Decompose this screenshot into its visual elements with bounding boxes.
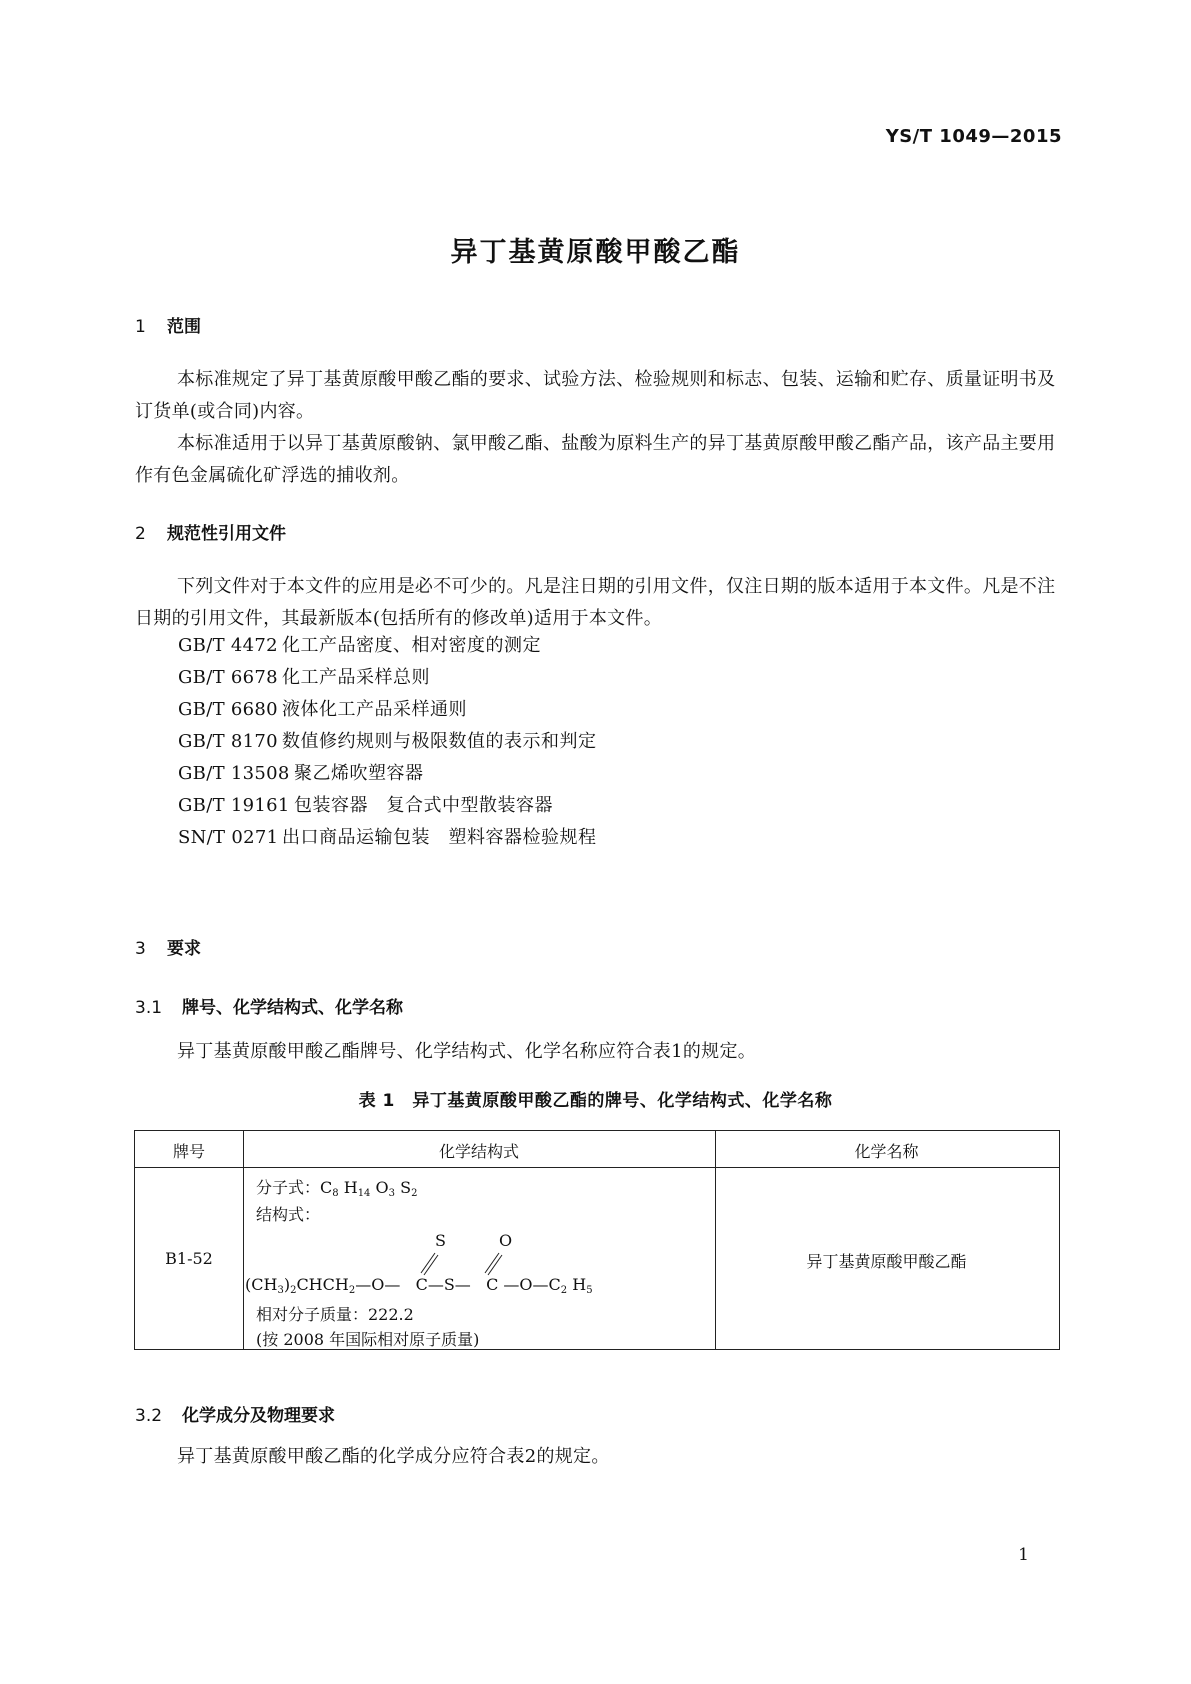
formula-s: S <box>400 1178 412 1197</box>
ref-title: 化工产品密度、相对密度的测定 <box>282 635 541 656</box>
section-3-2-heading <box>135 1401 335 1426</box>
struct-sub: 3 <box>277 1285 284 1296</box>
structural-formula <box>245 1275 593 1296</box>
section-1-heading <box>135 312 201 337</box>
formula-label: 分子式： <box>256 1178 321 1197</box>
section-3-2-text: 异丁基黄原酸甲酸乙酯的化学成分应符合表2的规定。 <box>177 1446 610 1467</box>
section-2-intro: 下列文件对于本文件的应用是必不可少的。凡是注日期的引用文件，仅注日期的版本适用于本文件。凡是不注日期的引用文件，其最新版本(包括所有的修改单)适用于本文件。 <box>135 576 1056 629</box>
ref-code: GB/T 13508 <box>178 763 290 784</box>
ref-item <box>178 727 597 753</box>
table-header-grade: 牌号 <box>172 1142 205 1161</box>
ref-item <box>178 823 597 849</box>
struct-carbon-1: C <box>415 1275 428 1294</box>
ref-code: GB/T 4472 <box>178 635 278 656</box>
section-3-heading <box>135 934 201 959</box>
section-1-paragraph-2: 本标准适用于以异丁基黄原酸钠、氯甲酸乙酯、盐酸为原料生产的异丁基黄原酸甲酸乙酯产品，该产品主要用作有色金属硫化矿浮选的捕收剂。 <box>135 433 1056 486</box>
section-number: 1 <box>135 317 146 337</box>
ref-code: GB/T 6678 <box>178 667 278 688</box>
section-title: 化学成分及物理要求 <box>182 1406 335 1426</box>
struct-part: H <box>572 1275 587 1294</box>
section-2-heading <box>135 519 286 544</box>
column-divider <box>243 1131 244 1349</box>
struct-part: —S— <box>427 1275 471 1294</box>
struct-sub: 5 <box>586 1285 593 1296</box>
ref-title: 液体化工产品采样通则 <box>282 699 467 720</box>
section-title: 牌号、化学结构式、化学名称 <box>182 998 403 1018</box>
ref-item <box>178 631 541 657</box>
chemical-name-cell: 异丁基黄原酸甲酸乙酯 <box>806 1252 967 1271</box>
ref-item <box>178 791 553 817</box>
section-number: 3 <box>135 939 146 959</box>
section-1-paragraph-1: 本标准规定了异丁基黄原酸甲酸乙酯的要求、试验方法、检验规则和标志、包装、运输和贮存、质量证明书及订货单(或合同)内容。 <box>135 369 1056 422</box>
ref-title: 包装容器 复合式中型散装容器 <box>294 795 553 816</box>
formula-o: O <box>375 1178 389 1197</box>
struct-carbon-2: C <box>486 1275 499 1294</box>
section-title: 要求 <box>167 939 201 959</box>
table-1 <box>134 1130 1060 1350</box>
formula-c-count: 8 <box>332 1188 339 1199</box>
page-number: 1 <box>1018 1545 1029 1565</box>
ref-title: 出口商品运输包装 塑料容器检验规程 <box>282 827 597 848</box>
document-title: 异丁基黄原酸甲酸乙酯 <box>450 237 741 268</box>
table-1-caption: 表 1 异丁基黄原酸甲酸乙酯的牌号、化学结构式、化学名称 <box>358 1091 833 1111</box>
formula-h-count: 14 <box>357 1188 371 1199</box>
section-3-1-text: 异丁基黄原酸甲酸乙酯牌号、化学结构式、化学名称应符合表1的规定。 <box>177 1041 757 1062</box>
section-title: 范围 <box>167 317 201 337</box>
column-divider <box>715 1131 716 1349</box>
table-header-structure: 化学结构式 <box>438 1142 519 1161</box>
carbonyl-oxygen-atom: O <box>499 1231 513 1250</box>
struct-part: —O— <box>355 1275 401 1294</box>
section-title: 规范性引用文件 <box>167 524 286 544</box>
struct-sub: 2 <box>290 1285 297 1296</box>
ref-item <box>178 759 424 785</box>
formula-c: C <box>320 1178 333 1197</box>
struct-part: ) <box>283 1275 291 1294</box>
struct-part: (CH <box>245 1275 278 1294</box>
section-number: 3.1 <box>135 998 163 1018</box>
struct-sub: 2 <box>560 1285 568 1296</box>
struct-part: —O—C <box>503 1275 561 1294</box>
structure-label: 结构式： <box>256 1205 321 1224</box>
ref-item <box>178 663 430 689</box>
thio-sulfur-atom: S <box>435 1231 446 1250</box>
mass-note: (按 2008 年国际相对原子质量) <box>256 1330 480 1349</box>
grade-cell: B1-52 <box>165 1249 213 1268</box>
ref-item <box>178 695 467 721</box>
molecular-formula <box>256 1175 417 1199</box>
section-number: 3.2 <box>135 1406 163 1426</box>
ref-title: 化工产品采样总则 <box>282 667 430 688</box>
ref-code: GB/T 19161 <box>178 795 290 816</box>
ref-code: GB/T 6680 <box>178 699 278 720</box>
ref-title: 聚乙烯吹塑容器 <box>294 763 424 784</box>
ref-code: GB/T 8170 <box>178 731 278 752</box>
struct-sub: 2 <box>348 1285 356 1296</box>
formula-s-count: 2 <box>411 1188 418 1199</box>
table-header-name: 化学名称 <box>854 1142 919 1161</box>
formula-h: H <box>343 1178 358 1197</box>
struct-part: CHCH <box>296 1275 349 1294</box>
ref-code: SN/T 0271 <box>178 827 279 848</box>
double-bond-lines <box>415 1249 525 1277</box>
formula-o-count: 3 <box>388 1188 396 1199</box>
ref-title: 数值修约规则与极限数值的表示和判定 <box>282 731 597 752</box>
section-number: 2 <box>135 524 146 544</box>
molecular-mass: 相对分子质量：222.2 <box>256 1305 414 1324</box>
section-3-1-heading <box>135 993 403 1018</box>
standard-code: YS/T 1049—2015 <box>885 126 1062 147</box>
